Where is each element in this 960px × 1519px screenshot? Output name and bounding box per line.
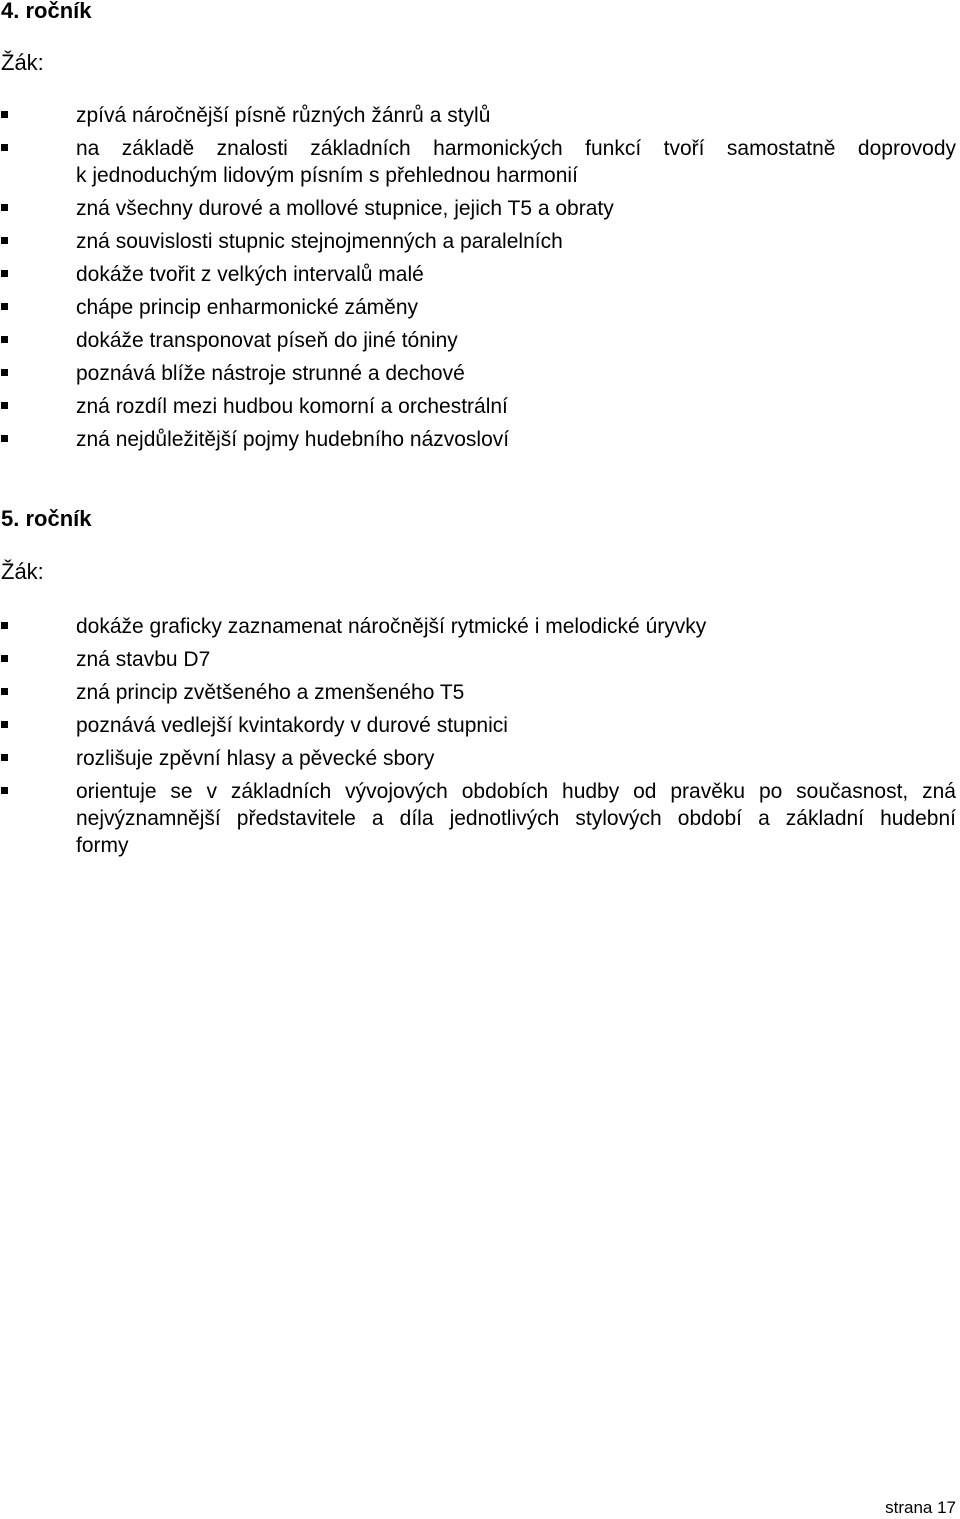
section-heading-5: 5. ročník: [1, 506, 92, 531]
bullet-icon: [1, 204, 8, 211]
bullet-icon: [1, 787, 8, 794]
list-item-text: zná princip zvětšeného a zmenšeného T5: [76, 681, 465, 704]
list-item-text: dokáže tvořit z velkých intervalů malé: [76, 263, 424, 286]
list-item-text: orientuje se v základních vývojových obdobích hudby od pravěku po současnost, zná: [76, 780, 956, 803]
list-item-text: rozlišuje zpěvní hlasy a pěvecké sbory: [76, 747, 435, 770]
list-item-text-continued: formy: [76, 834, 129, 857]
list-item-text-continued: k jednoduchým lidovým písním s přehlednou harmonií: [76, 164, 578, 187]
list-item-text: dokáže graficky zaznamenat náročnější rytmické i melodické úryvky: [76, 615, 707, 638]
bullet-icon: [1, 270, 8, 277]
list-item-text: poznává vedlejší kvintakordy v durové stupnici: [76, 714, 508, 737]
bullet-icon: [1, 402, 8, 409]
bullet-icon: [1, 622, 8, 629]
list-item-text: zná souvislosti stupnic stejnojmenných a paralelních: [76, 230, 563, 253]
bullet-icon: [1, 336, 8, 343]
list-item-text: dokáže transponovat píseň do jiné tóniny: [76, 329, 458, 352]
list-item-text: zná nejdůležitější pojmy hudebního názvosloví: [76, 428, 510, 451]
student-label-4: Žák:: [1, 50, 44, 75]
page-number: strana 17: [885, 1498, 956, 1517]
bullet-icon: [1, 111, 8, 118]
list-item-text: zná stavbu D7: [76, 648, 211, 671]
bullet-icon: [1, 237, 8, 244]
list-item-text: chápe princip enharmonické záměny: [76, 296, 419, 319]
bullet-icon: [1, 435, 8, 442]
bullet-icon: [1, 655, 8, 662]
list-item-text-continued: nejvýznamnější představitele a díla jednotlivých stylových období a základní hudební: [76, 807, 956, 830]
bullet-icon: [1, 688, 8, 695]
student-label-5: Žák:: [1, 559, 44, 584]
list-item-text: na základě znalosti základních harmonických funkcí tvoří samostatně doprovody: [76, 137, 956, 160]
list-item-text: zná všechny durové a mollové stupnice, jejich T5 a obraty: [76, 197, 614, 220]
list-item-text: zná rozdíl mezi hudbou komorní a orchestrální: [76, 395, 508, 418]
list-item-text: poznává blíže nástroje strunné a dechové: [76, 362, 465, 385]
bullet-icon: [1, 303, 8, 310]
bullet-icon: [1, 721, 8, 728]
section-heading-4: 4. ročník: [1, 0, 92, 23]
bullet-icon: [1, 369, 8, 376]
bullet-icon: [1, 754, 8, 761]
bullet-icon: [1, 144, 8, 151]
list-item-text: zpívá náročnější písně různých žánrů a stylů: [76, 104, 491, 127]
